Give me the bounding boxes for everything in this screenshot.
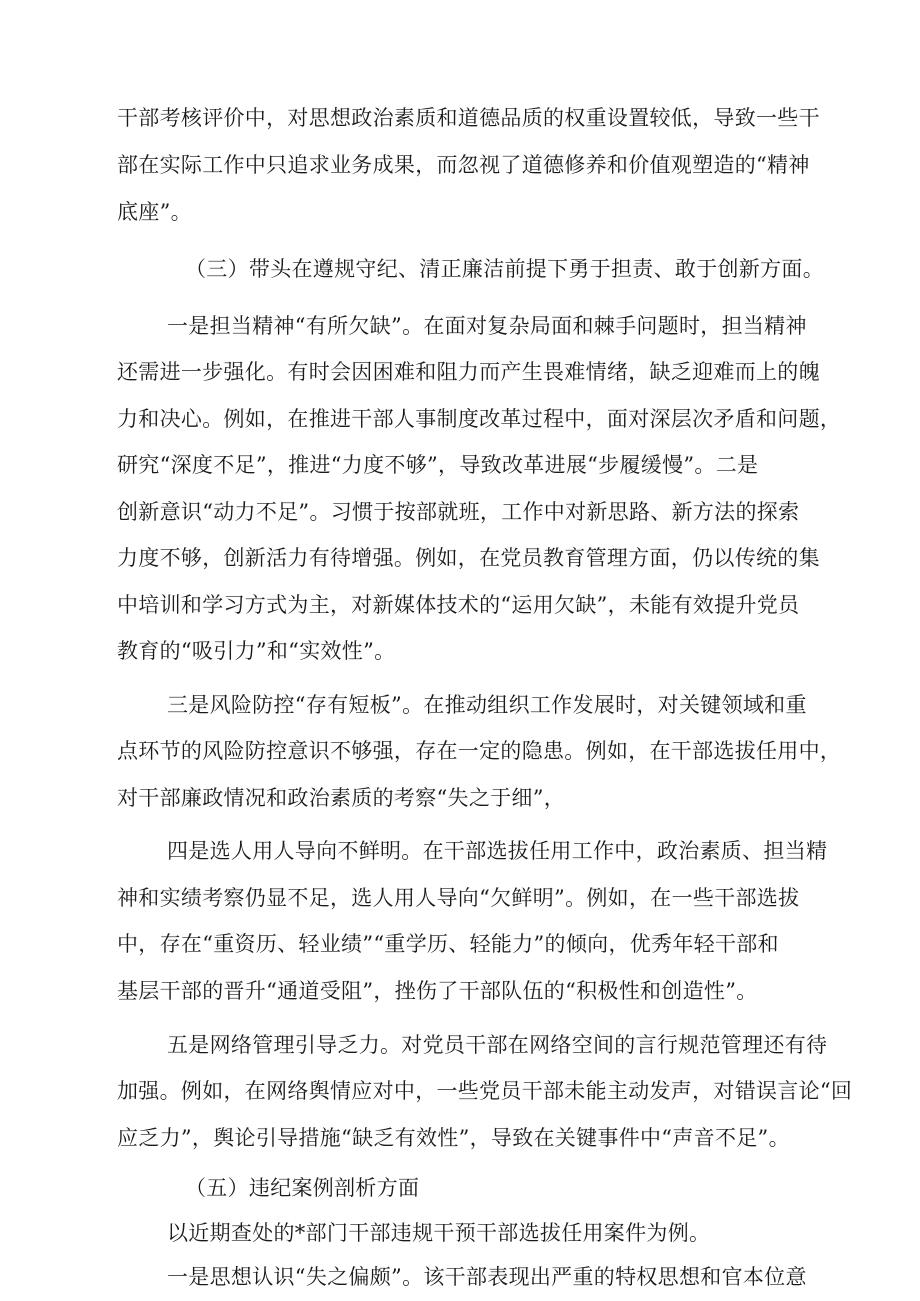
text-line: 一是思想认识“失之偏颇”。该干部表现出严重的特权思想和官本位意	[167, 1265, 807, 1289]
section-heading: （三）带头在遵规守纪、清正廉洁前提下勇于担责、敢于创新方面。	[185, 257, 824, 281]
text-line: 点环节的风险防控意识不够强，存在一定的隐患。例如，在干部选拔任用中，	[117, 739, 842, 763]
text-line: 力和决心。例如，在推进干部人事制度改革过程中，面对深层次矛盾和问题，	[117, 407, 842, 431]
section-heading: （五）违纪案例剖析方面	[185, 1176, 420, 1200]
text-line: 底座”。	[117, 200, 192, 224]
text-line: 中，存在“重资历、轻业绩”“重学历、轻能力”的倾向，优秀年轻干部和	[117, 932, 779, 956]
text-line: 干部考核评价中，对思想政治素质和道德品质的权重设置较低，导致一些干	[117, 106, 820, 130]
text-line: 中培训和学习方式为主，对新媒体技术的“运用欠缺”，未能有效提升党员	[117, 593, 800, 617]
text-line: 还需进一步强化。有时会因困难和阻力而产生畏难情绪，缺乏迎难而上的魄	[117, 360, 820, 384]
text-line: 三是风险防控“存有短板”。在推动组织工作发展时，对关键领域和重	[167, 693, 807, 717]
text-line: 对干部廉政情况和政治素质的考察“失之于细”，	[117, 786, 566, 810]
text-line: 五是网络管理引导乏力。对党员干部在网络空间的言行规范管理还有待	[167, 1033, 828, 1057]
text-line: 教育的“吸引力”和“实效性”。	[117, 639, 396, 663]
text-line: 加强。例如，在网络舆情应对中，一些党员干部未能主动发声，对错误言论“回	[117, 1079, 853, 1103]
text-line: 研究“深度不足”，推进“力度不够”，导致改革进展“步履缓慢”。二是	[117, 453, 759, 477]
text-line: 一是担当精神“有所欠缺”。在面对复杂局面和棘手问题时，担当精神	[167, 314, 807, 338]
text-line: 部在实际工作中只追求业务成果，而忽视了道德修养和价值观塑造的“精神	[117, 153, 810, 177]
text-line: 创新意识“动力不足”。习惯于按部就班，工作中对新思路、新方法的探索	[117, 500, 800, 524]
text-line: 基层干部的晋升“通道受阻”，挫伤了干部队伍的“积极性和创造性”。	[117, 979, 758, 1003]
text-line: 应乏力”，舆论引导措施“缺乏有效性”，导致在关键事件中“声音不足”。	[117, 1126, 790, 1150]
text-line: 以近期查处的*部门干部违规干预干部选拔任用案件为例。	[167, 1221, 711, 1245]
text-line: 神和实绩考察仍显不足，选人用人导向“欠鲜明”。例如，在一些干部选拔	[117, 886, 800, 910]
text-line: 力度不够，创新活力有待增强。例如，在党员教育管理方面，仍以传统的集	[117, 546, 820, 570]
text-line: 四是选人用人导向不鲜明。在干部选拔任用工作中，政治素质、担当精	[167, 839, 828, 863]
